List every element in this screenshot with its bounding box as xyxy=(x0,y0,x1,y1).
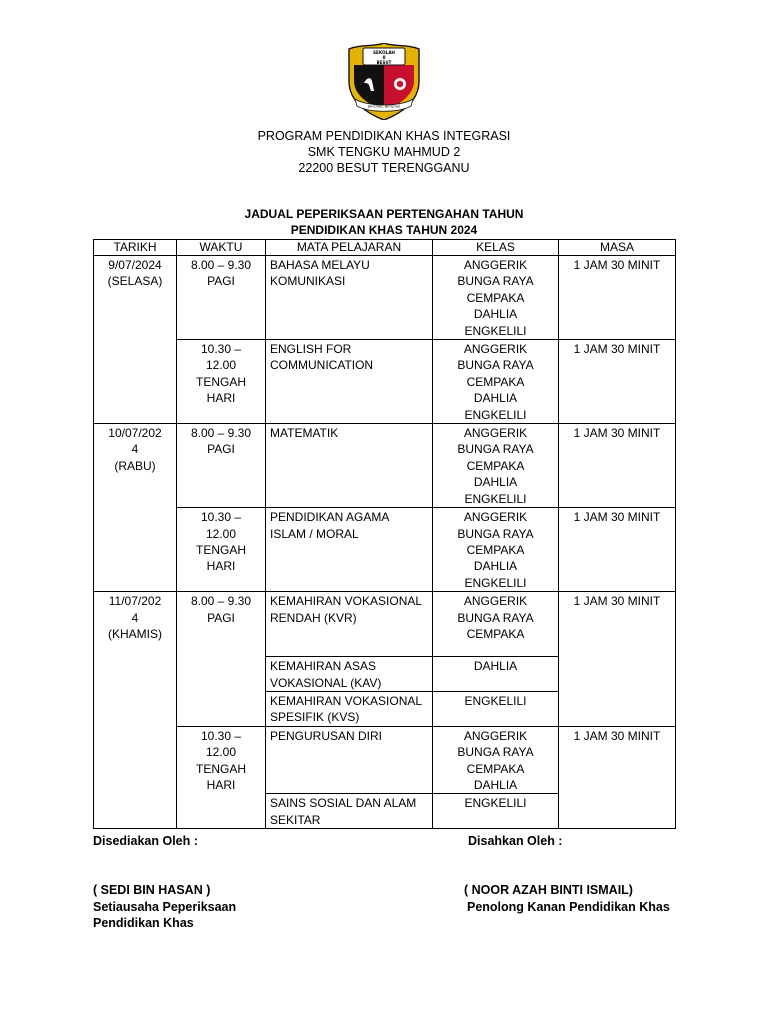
time-cell-line: HARI xyxy=(206,391,236,406)
date-cell xyxy=(94,424,177,592)
date-cell-line: 11/07/202 xyxy=(108,594,162,609)
crest-middle-text: II xyxy=(382,55,386,60)
class-cell-line: ENGKELILI xyxy=(464,575,527,590)
time-cell-line: 12.00 xyxy=(205,745,237,760)
approved-by-label: Disahkan Oleh : xyxy=(468,834,563,848)
subject-cell xyxy=(266,691,433,726)
class-cell-line: ENGKELILI xyxy=(464,693,527,708)
subject-cell-line: SAINS SOSIAL DAN ALAM xyxy=(270,796,417,811)
time-cell-line: 10.30 – xyxy=(200,510,242,525)
subject-cell xyxy=(266,794,433,829)
subject-cell-line: MATEMATIK xyxy=(270,426,339,441)
school-name: SMK TENGKU MAHMUD 2 xyxy=(307,145,461,159)
time-cell xyxy=(177,726,266,828)
date-cell-line: 10/07/202 xyxy=(108,426,162,441)
class-cell-line: ANGGERIK xyxy=(463,510,528,525)
time-cell-line: TENGAH xyxy=(195,374,246,389)
class-cell-line: ENGKELILI xyxy=(464,407,527,422)
class-cell-line: CEMPAKA xyxy=(466,374,525,389)
time-cell xyxy=(177,592,266,727)
time-cell-line: 10.30 – xyxy=(200,342,242,357)
date-cell xyxy=(94,256,177,424)
prepared-by-name: ( SEDI BIN HASAN ) xyxy=(93,883,211,897)
program-name: PROGRAM PENDIDIKAN KHAS INTEGRASI xyxy=(257,129,511,143)
time-cell-line: PAGI xyxy=(207,610,235,625)
duration-cell: 1 JAM 30 MINIT xyxy=(559,592,676,727)
subject-cell-line: RENDAH (KVR) xyxy=(270,610,357,625)
class-cell-line: CEMPAKA xyxy=(466,458,525,473)
time-cell-line: 8.00 – 9.30 xyxy=(190,426,252,441)
duration-cell: 1 JAM 30 MINIT xyxy=(559,508,676,592)
subject-cell xyxy=(266,256,433,340)
header-kelas: KELAS xyxy=(433,240,559,256)
time-cell xyxy=(177,424,266,508)
subject-cell-line: KEMAHIRAN VOKASIONAL xyxy=(270,693,423,708)
document-title xyxy=(0,206,768,238)
date-cell-line: 4 xyxy=(131,442,139,457)
class-cell-line: BUNGA RAYA xyxy=(457,745,534,760)
time-cell-line: 8.00 – 9.30 xyxy=(190,594,252,609)
header-mata-pelajaran: MATA PELAJARAN xyxy=(266,240,433,256)
duration-cell: 1 JAM 30 MINIT xyxy=(559,256,676,340)
subject-cell-line: SPESIFIK (KVS) xyxy=(270,710,360,725)
table-row xyxy=(94,508,676,592)
approved-by-name: ( NOOR AZAH BINTI ISMAIL) xyxy=(464,883,633,897)
crest-top-text: SEKOLAH xyxy=(373,50,395,55)
time-cell-line: TENGAH xyxy=(195,761,246,776)
time-cell-line: HARI xyxy=(206,559,236,574)
subject-cell-line: SEKITAR xyxy=(270,812,321,827)
subject-cell-line: KOMUNIKASI xyxy=(270,274,346,289)
exam-schedule-table xyxy=(93,239,676,829)
subject-cell xyxy=(266,592,433,657)
class-cell-line: DAHLIA xyxy=(473,777,518,792)
subject-cell xyxy=(266,726,433,794)
date-cell-line: (KHAMIS) xyxy=(108,626,162,641)
prepared-by-title-1: Setiausaha Peperiksaan xyxy=(93,899,237,914)
approved-by-block xyxy=(464,882,670,915)
table-row xyxy=(94,592,676,657)
time-cell-line: 10.30 – xyxy=(200,728,242,743)
time-cell-line: 12.00 xyxy=(205,526,237,541)
crest-bottom-text: BESUT xyxy=(376,60,392,65)
date-cell xyxy=(94,592,177,829)
prepared-by-title-2: Pendidikan Khas xyxy=(93,916,194,930)
class-cell xyxy=(433,657,559,692)
header-tarikh: TARIKH xyxy=(94,240,177,256)
subject-cell-line: PENDIDIKAN AGAMA xyxy=(270,510,390,525)
subject-cell-line: KEMAHIRAN VOKASIONAL xyxy=(270,594,423,609)
subject-cell-line: COMMUNICATION xyxy=(270,358,374,373)
class-cell-line: CEMPAKA xyxy=(466,626,525,641)
class-cell-line: BUNGA RAYA xyxy=(457,526,534,541)
class-cell xyxy=(433,256,559,340)
table-row xyxy=(94,340,676,424)
subject-cell-line: PENGURUSAN DIRI xyxy=(270,728,383,743)
date-cell-line: (SELASA) xyxy=(107,274,163,289)
table-row xyxy=(94,256,676,340)
table-row xyxy=(94,424,676,508)
time-cell xyxy=(177,256,266,340)
subject-cell-line: ISLAM / MORAL xyxy=(270,526,359,541)
time-cell-line: PAGI xyxy=(207,442,235,457)
class-cell-line: ANGGERIK xyxy=(463,728,528,743)
subject-cell xyxy=(266,340,433,424)
subject-cell-line: VOKASIONAL (KAV) xyxy=(270,675,382,690)
school-header xyxy=(0,128,768,176)
class-cell-line: BUNGA RAYA xyxy=(457,442,534,457)
class-cell xyxy=(433,508,559,592)
class-cell xyxy=(433,726,559,794)
class-cell-line: ENGKELILI xyxy=(464,491,527,506)
class-cell-line: BUNGA RAYA xyxy=(457,274,534,289)
title-line-1: JADUAL PEPERIKSAAN PERTENGAHAN TAHUN xyxy=(244,207,524,221)
class-cell xyxy=(433,592,559,657)
class-cell-line: ANGGERIK xyxy=(463,258,528,272)
prepared-by-label: Disediakan Oleh : xyxy=(93,834,198,848)
time-cell-line: PAGI xyxy=(207,274,235,289)
approved-by-title: Penolong Kanan Pendidikan Khas xyxy=(467,899,670,914)
time-cell xyxy=(177,508,266,592)
class-cell-line: ANGGERIK xyxy=(463,594,528,609)
subject-cell-line: ENGLISH FOR xyxy=(270,342,352,357)
time-cell-line: HARI xyxy=(206,777,236,792)
prepared-by-block xyxy=(93,882,236,932)
title-line-2: PENDIDIKAN KHAS TAHUN 2024 xyxy=(290,223,478,237)
subject-cell-line: KEMAHIRAN ASAS xyxy=(270,659,377,674)
duration-cell: 1 JAM 30 MINIT xyxy=(559,424,676,508)
class-cell-line: DAHLIA xyxy=(473,307,518,322)
class-cell xyxy=(433,340,559,424)
class-cell-line: CEMPAKA xyxy=(466,542,525,557)
class-cell-line: BUNGA RAYA xyxy=(457,358,534,373)
header-masa: MASA xyxy=(559,240,676,256)
subject-cell xyxy=(266,657,433,692)
table-header-row xyxy=(94,240,676,256)
class-cell-line: ANGGERIK xyxy=(463,426,528,441)
class-cell-line: ENGKELILI xyxy=(464,323,527,338)
time-cell-line: 8.00 – 9.30 xyxy=(190,258,252,272)
subject-cell-line: BAHASA MELAYU xyxy=(270,258,370,272)
date-cell-line: 4 xyxy=(131,610,139,625)
class-cell-line: ANGGERIK xyxy=(463,342,528,357)
time-cell xyxy=(177,340,266,424)
table-body xyxy=(94,256,676,829)
class-cell xyxy=(433,794,559,829)
school-crest-logo xyxy=(347,43,421,120)
class-cell-line: DAHLIA xyxy=(473,559,518,574)
date-cell-line: (RABU) xyxy=(114,458,156,473)
school-address: 22200 BESUT TERENGGANU xyxy=(298,161,470,175)
subject-cell xyxy=(266,424,433,508)
header-waktu: WAKTU xyxy=(177,240,266,256)
subject-cell xyxy=(266,508,433,592)
class-cell-line: DAHLIA xyxy=(473,391,518,406)
class-cell-line: CEMPAKA xyxy=(466,761,525,776)
class-cell-line: DAHLIA xyxy=(473,475,518,490)
class-cell xyxy=(433,691,559,726)
duration-cell: 1 JAM 30 MINIT xyxy=(559,726,676,828)
time-cell-line: TENGAH xyxy=(195,542,246,557)
class-cell xyxy=(433,424,559,508)
class-cell-line: BUNGA RAYA xyxy=(457,610,534,625)
crest-ribbon-text: Berilmu, Beramal xyxy=(367,104,401,109)
class-cell-line: CEMPAKA xyxy=(466,290,525,305)
table-row xyxy=(94,726,676,794)
date-cell-line: 9/07/2024 xyxy=(108,258,162,272)
time-cell-line: 12.00 xyxy=(205,358,237,373)
class-cell-line: DAHLIA xyxy=(473,659,518,674)
duration-cell: 1 JAM 30 MINIT xyxy=(559,340,676,424)
class-cell-line: ENGKELILI xyxy=(464,796,527,811)
